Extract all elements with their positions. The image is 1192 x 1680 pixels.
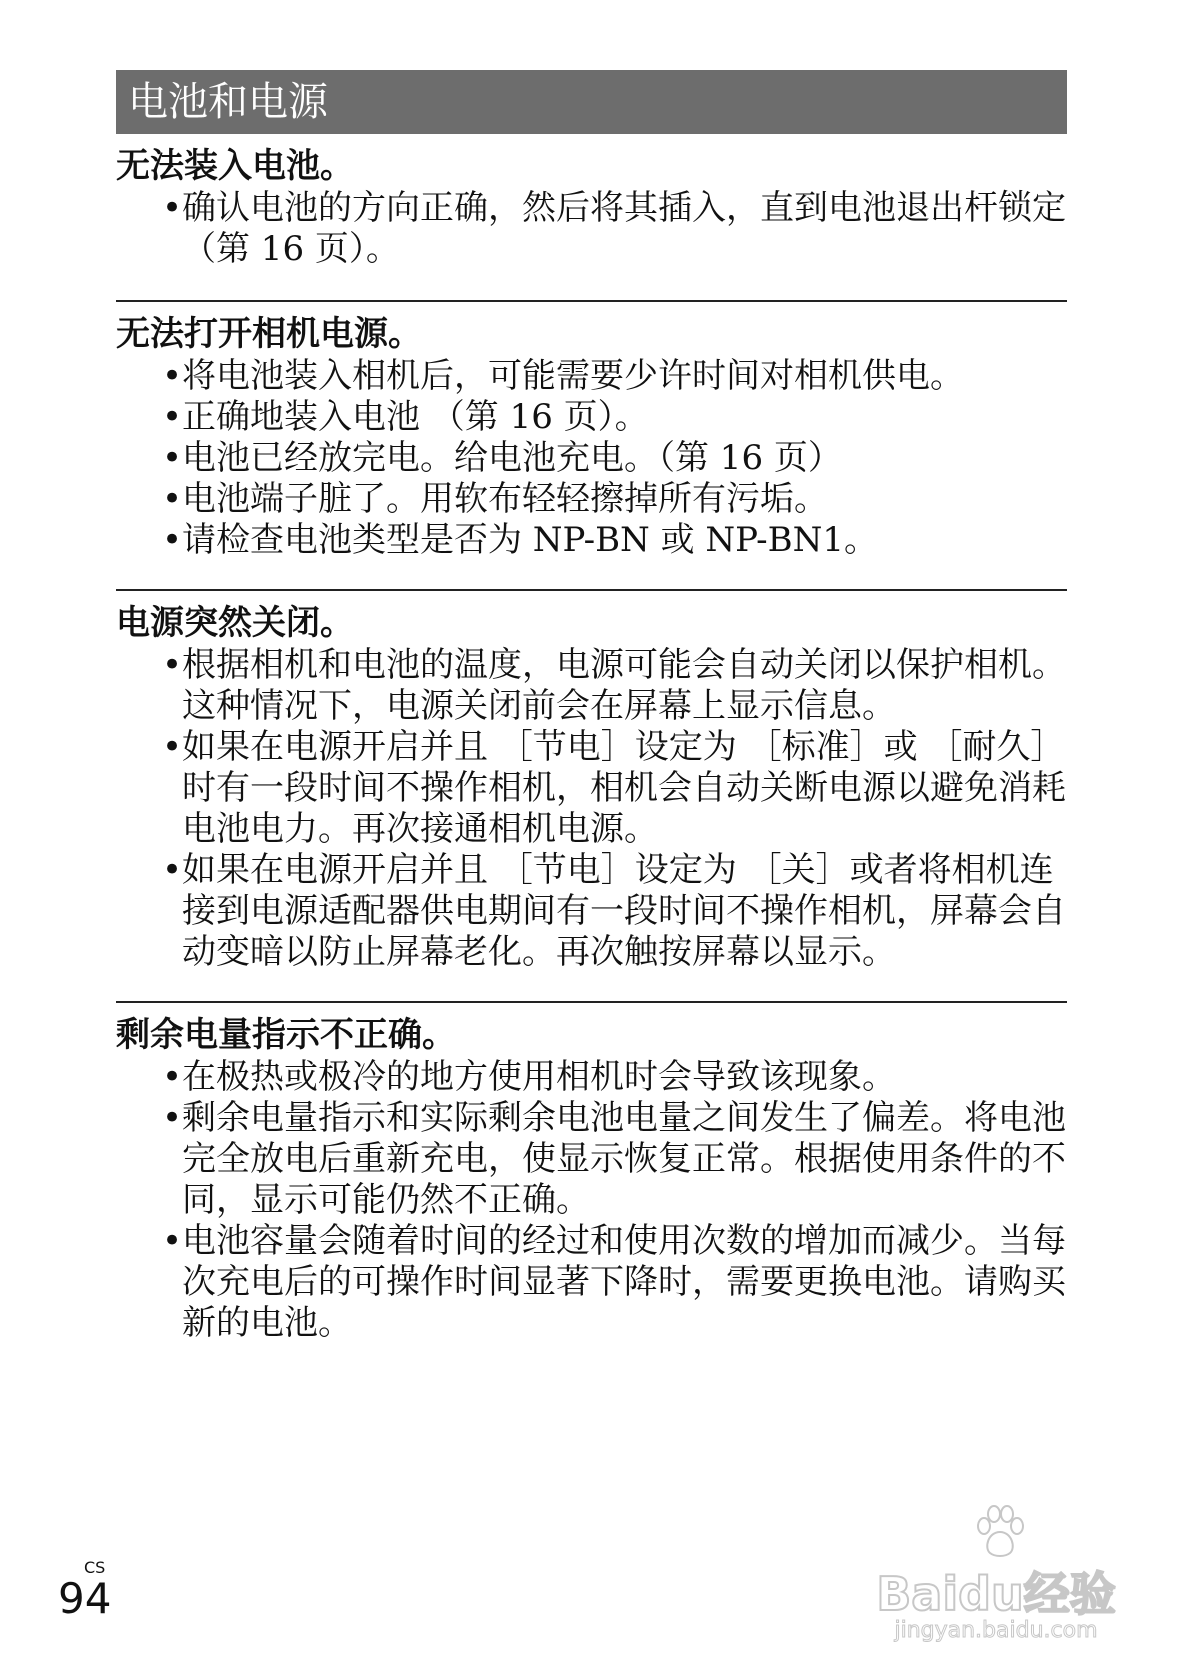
section-power-on [116, 300, 1067, 589]
bullet-list [116, 1057, 1067, 1344]
section-power-off [116, 589, 1067, 1001]
bullet-item: • 正确地装入电池 （第 16 页）。 [182, 397, 1067, 438]
section-heading: 无法打开相机电源。 [116, 314, 422, 354]
bullet-item: • 在极热或极冷的地方使用相机时会导致该现象。 [182, 1057, 1067, 1098]
bullet-item: • 请检查电池类型是否为 NP-BN 或 NP-BN1。 [182, 520, 1067, 561]
bullet-list [116, 645, 1067, 973]
paw-icon [974, 1504, 1026, 1560]
watermark-brand: Baidu经验 [876, 1567, 1116, 1621]
bullet-item: • 根据相机和电池的温度，电源可能会自动关闭以保护相机。这种情况下，电源关闭前会在屏幕上显示信息。 [182, 645, 1067, 727]
bullet-list [116, 188, 1067, 270]
section-battery-indicator [116, 1001, 1067, 1344]
section-heading: 剩余电量指示不正确。 [116, 1015, 456, 1055]
page-content [116, 70, 1067, 1344]
bullet-item: • 电池容量会随着时间的经过和使用次数的增加而减少。当每次充电后的可操作时间显著下降时，需要更换电池。请购买新的电池。 [182, 1221, 1067, 1344]
section-heading: 电源突然关闭。 [116, 603, 354, 643]
bullet-item: • 电池端子脏了。用软布轻轻擦掉所有污垢。 [182, 479, 1067, 520]
bullet-item: • 电池已经放完电。给电池充电。（第 16 页） [182, 438, 1067, 479]
bullet-item: • 如果在电源开启并且 ［节电］设定为 ［关］或者将相机连接到电源适配器供电期间有一段时间不操作相机，屏幕会自动变暗以防止屏幕老化。再次触按屏幕以显示。 [182, 850, 1067, 973]
section-heading: 无法装入电池。 [116, 146, 354, 186]
page-title: 电池和电源 [116, 70, 1067, 134]
bullet-item: • 确认电池的方向正确，然后将其插入，直到电池退出杆锁定 （第 16 页）。 [182, 188, 1067, 270]
language-code: CS [84, 1558, 106, 1577]
baidu-watermark [856, 1500, 1136, 1650]
bullet-item: • 将电池装入相机后，可能需要少许时间对相机供电。 [182, 356, 1067, 397]
watermark-url: jingyan.baidu.com [894, 1618, 1098, 1643]
section-battery-insert [116, 134, 1067, 300]
page-number: 94 [58, 1574, 112, 1623]
bullet-list [116, 356, 1067, 561]
bullet-item: • 剩余电量指示和实际剩余电池电量之间发生了偏差。将电池完全放电后重新充电，使显示恢复正常。根据使用条件的不同，显示可能仍然不正确。 [182, 1098, 1067, 1221]
bullet-item: • 如果在电源开启并且 ［节电］设定为 ［标准］或 ［耐久］时有一段时间不操作相机，相机会自动关断电源以避免消耗电池电力。再次接通相机电源。 [182, 727, 1067, 850]
